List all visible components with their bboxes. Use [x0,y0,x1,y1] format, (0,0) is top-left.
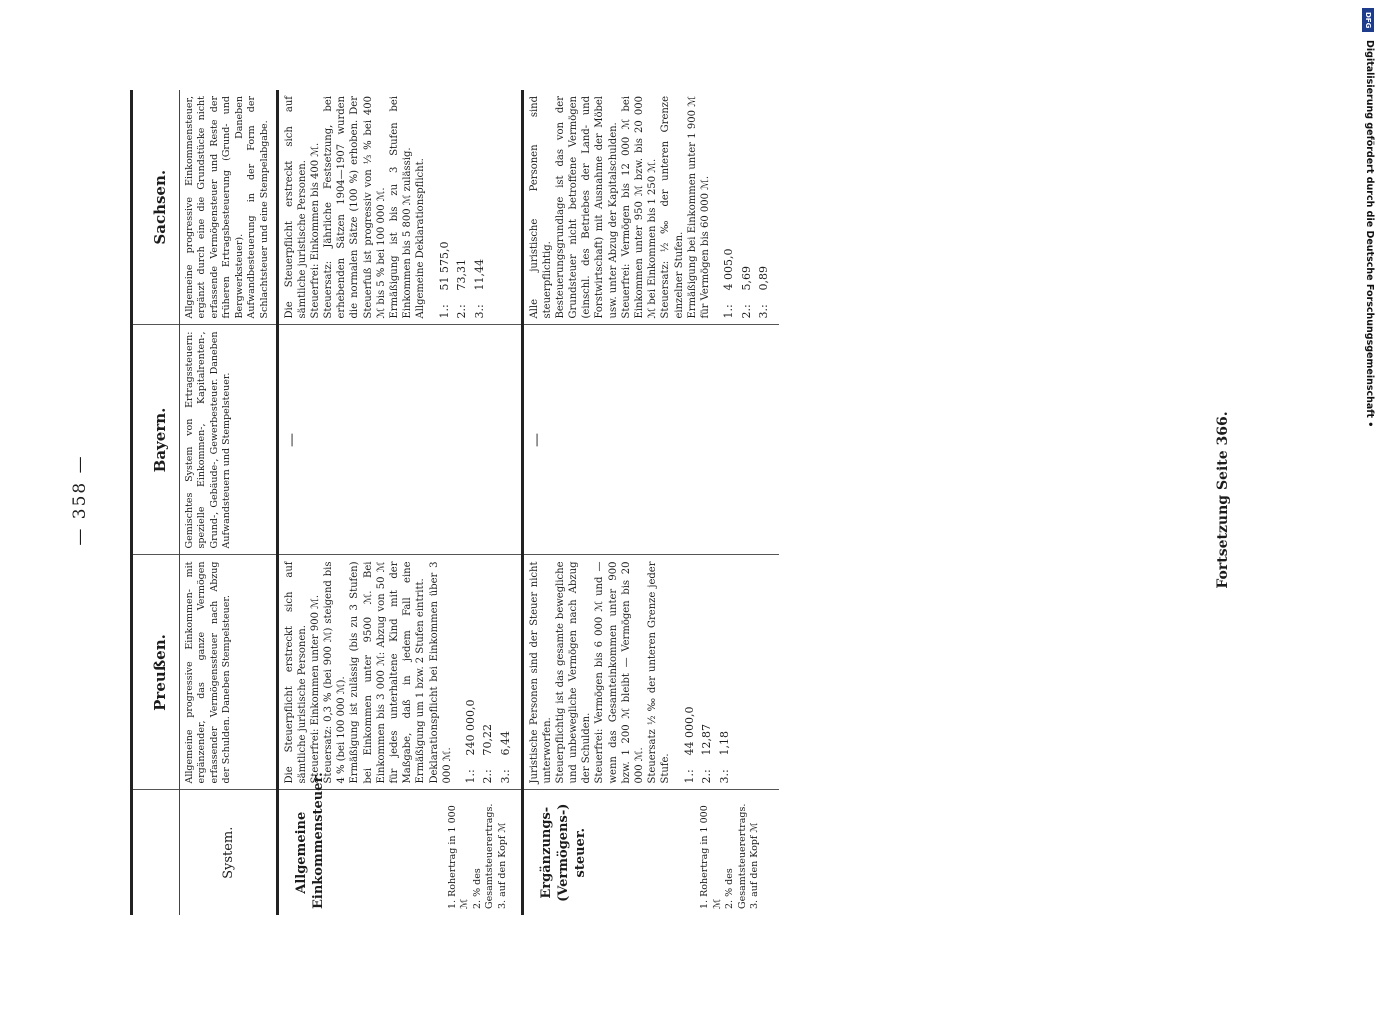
header-sachsen: Sachsen. [132,90,180,325]
stats-block [438,96,488,319]
text-line: Die Steuerpflicht erstreckt sich auf sämtliche juristische Personen. [283,96,308,319]
stat-value: 1,18 [717,731,731,756]
label-item: 1. Rohertrag in 1 000 ℳ [446,805,471,909]
stat-row [481,562,496,784]
text-line: Steuersatz: ½ ‰ der unteren Grenze einzelner Stufen. [660,96,685,319]
label-item: 3. auf den Kopf ℳ [496,822,508,909]
stat-row [683,562,698,784]
stat-row [722,96,737,319]
section-label-cell [277,772,522,915]
stat-num: 3.: [472,304,486,319]
text-line: Steuerpflichtig ist das gesamte bewegliche und unbewegliche Vermögen nach Abzug der Schulden. [554,561,593,784]
section-income-tax [277,90,522,915]
stat-value: 44 000,0 [682,706,696,756]
system-label: System. [220,826,236,879]
stat-row [700,562,715,784]
label-item: 2. % des Gesamtsteuerertrags. [471,803,496,909]
stat-num: 3.: [717,769,731,784]
wealth-bayern: — [522,325,779,555]
text-line: Besteuerungsgrundlage ist das von der Grundsteuer nicht betroffene Vermögen (einschl. des Betriebes der Land- und Forstwirtschaft) mit Ausnahme der Möbel usw. unter Abzug der Kapitalschulden. [554,96,619,319]
stat-num: 2.: [700,769,714,784]
stat-value: 4 005,0 [722,248,736,291]
stat-row [499,562,514,784]
system-sachsen: Allgemeine progressive Einkommensteuer, ergänzt durch eine die Grundstücke nicht erfassende Vermögensteuer und Reste der früheren Ertragsbesteuerung (Grund- und Bergwerksteuer). Daneben Aufwandbesteuerung in der Form der Schlachtsteuer und eine Stempelabgabe. [179,90,277,325]
stat-num: 1.: [682,769,696,784]
stat-value: 51 575,0 [437,241,451,291]
stats-block [683,562,733,784]
stat-row [473,96,488,319]
text-line: Steuerfrei: Vermögen bis 6 000 ℳ und — wenn das Gesamteinkommen unter 900 bzw. 1 200 ℳ bleibt — Vermögen bis 20 000 ℳ. [594,561,645,784]
stat-value: 73,31 [455,259,469,291]
stat-value: 0,89 [757,266,771,291]
stat-row [740,96,755,319]
text-line: Deklarationspflicht bei Einkommen über 3 000 ℳ. [428,561,453,784]
stat-num: 2.: [481,769,495,784]
text-line: Steuerfrei: Vermögen bis 12 000 ℳ bei Einkommen unter 950 ℳ bzw. bis 20 000 ℳ bei Einkommen bis 1 250 ℳ. [620,96,659,319]
stat-row [718,562,733,784]
stats-block [722,96,772,319]
stat-num: 3.: [498,769,512,784]
text-line: Steuersatz: Jährliche Festsetzung, bei erhebenden Sätzen 1904—1907 wurden die normalen Sätze (100 %) erhoben. Der Steuerfuß ist progressiv von ⅓ % bei 400 ℳ bis 5 % bei 100 000 ℳ. [323,96,387,319]
wealth-preussen [522,555,779,790]
text-line: Steuerfrei: Einkommen bis 400 ℳ. [309,142,321,319]
section-wealth-tax [522,90,779,915]
stat-num: 1.: [437,304,451,319]
stat-num: 2.: [739,304,753,319]
stat-num: 2.: [455,304,469,319]
continuation-note: Fortsetzung Seite 366. [1215,411,1231,589]
header-blank [132,790,180,915]
stat-value: 70,22 [481,724,495,756]
stat-row [757,96,772,319]
header-bayern: Bayern. [132,325,180,555]
stats-block [464,562,514,784]
stat-row [464,562,479,784]
stat-num: 3.: [757,304,771,319]
page-number: — 358 — [70,454,90,546]
text-line: Ermäßigung bei Einkommen unter 1 900 ℳ für Vermögen bis 60 000 ℳ. [686,96,711,319]
section-label-list [699,797,762,910]
text-line: Juristische Personen sind der Steuer nicht unterworfen. [528,561,553,784]
income-preussen [277,555,522,790]
stat-value: 11,44 [472,259,486,291]
text-line: Allgemeine Deklarationspflicht. [415,158,427,319]
section-title: Allgemeine Einkommensteuer. [293,772,326,909]
text-line: Steuersatz: 0,3 % (bei 900 ℳ) steigend bis 4 % (bei 100 000 ℳ). [323,561,348,784]
stat-row [438,96,453,319]
text-line: Die Steuerpflicht erstreckt sich auf sämtliche juristische Personen. [283,561,308,784]
stat-num: 1.: [463,769,477,784]
side-credit [1361,10,1375,990]
label-item: 1. Rohertrag in 1 000 ℳ [698,805,723,909]
text-line: Steuerfrei: Einkommen unter 900 ℳ. [309,594,321,784]
stat-value: 5,69 [739,266,753,291]
text-line: Ermäßigung ist bis zu 3 Stufen bei Einkommen bis 5 800 ℳ zulässig. [389,96,414,319]
tax-comparison-table [130,90,779,915]
section-label-list [447,797,510,910]
stat-value: 240 000,0 [463,699,477,756]
system-bayern: Gemischtes System von Ertragssteuern: spezielle Einkommen-, Kapitalrenten-, Grund-, Gebäude-, Gewerbesteuer. Daneben Aufwandsteuern und Stempelsteuer. [179,325,277,555]
section-label-cell [522,790,779,915]
text-line: Ermäßigung ist zulässig (bis zu 3 Stufen) bei Einkommen unter 9500 ℳ. Bei Einkommen bis 3 000 ℳ: Abzug von 50 ℳ für jedes unterhaltene Kind mit der Maßgabe, daß in jedem Fall eine Ermäßigung um 1 bzw. 2 Stufen eintritt. [349,561,427,784]
text-line: Alle juristische Personen sind steuerpflichtig. [528,96,553,319]
wealth-sachsen [522,90,779,325]
income-sachsen [277,90,522,325]
label-item: 2. % des Gesamtsteuerertrags. [724,803,748,909]
system-preussen: Allgemeine progressive Einkommen- mit ergänzender, das ganze Vermögen erfassender Vermögenssteuer nach Abzug der Schulden. Daneben Stempelsteuer. [179,555,277,790]
stat-num: 1.: [722,304,736,319]
dfg-logo: DFG [1362,8,1374,32]
income-bayern: — [277,325,522,555]
text-line: Steuersatz ½ ‰ der unteren Grenze jeder Stufe. [647,561,672,784]
label-item: 3. auf den Kopf ℳ [749,822,761,909]
header-preussen: Preußen. [132,555,180,790]
stat-row [455,96,470,319]
stat-value: 6,44 [498,731,512,756]
side-credit-text: Digitalisierung gefördert durch die Deutsche Forschungsgemeinschaft • [1364,40,1375,428]
table-header-row [132,90,180,915]
system-row [179,90,277,915]
stat-value: 12,87 [700,724,714,756]
section-title: Ergänzungs- (Vermögens-) steuer. [538,803,588,902]
